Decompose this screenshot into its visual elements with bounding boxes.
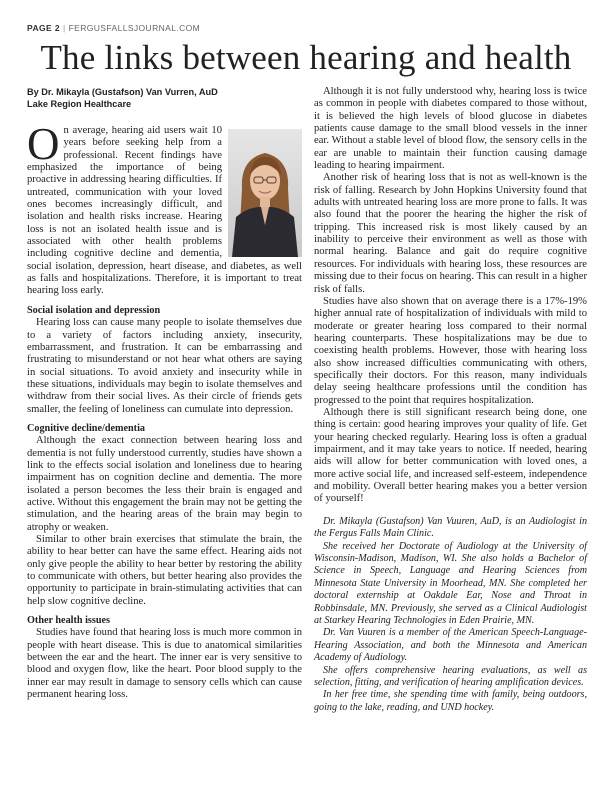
author-photo bbox=[228, 129, 302, 257]
bio-paragraph-5: In her free time, she spending time with family, being outdoors, going to the lake, reading, and UND hockey. bbox=[314, 689, 587, 713]
author-bio bbox=[314, 516, 587, 715]
author-portrait-image bbox=[228, 129, 302, 257]
bio-paragraph-1: Dr. Mikayla (Gustafson) Van Vuuren, AuD, is an Audiologist in the Fergus Falls Main Clinic. bbox=[314, 515, 587, 540]
paragraph-other-1: Studies have found that hearing loss is much more common in people with heart disease. This is due to anatomical similarities between the ear and the heart. The inner ear is very sensitive to blood and oxygen flow, like the heart. Poor blood supply to the inner ear may result in damage to sensory cells which can cause permanent hearing loss. bbox=[27, 627, 302, 701]
paragraph-diabetes: Although it is not fully understood why, hearing loss is twice as common in people with diabetes compared to those without, it is believed the high levels of blood glucose in diabetes patients cause damage to the small blood vessels in the inner ear. Without a stable level of blood flow, the sensory cells in the ear are unable to maintain their function causing damage leading to hearing impairment. bbox=[314, 86, 587, 172]
intro-text: n average, hearing aid users wait 10 years before seeking help from a professional. Recent findings have emphasized the importance of being proactive in addressing hearing difficulties. If untreated, communication with your loved ones becomes increasingly difficult, and isolation and health risks increase. Hearing loss is not an isolated health issue and is associated with other health problems including cognitive decline and dementia, social isolation, depression, heart disease, and diabetes, as well as falls and hospitalizations. Therefore, it is important to treat hearing loss early. bbox=[27, 125, 302, 297]
paragraph-hospitalization: Studies have also shown that on average there is a 17%-19% higher annual rate of hospitalization of individuals with mild to moderate or greater hearing loss compared to their normal hearing counterparts. These hospitalizations may be due to coexisting health problems. However, those with hearing loss also show increased difficulties communicating with others, specifically their doctors. For this reason, many individuals delay seeing healthcare professions until the condition has progressed to the point that requires hospitalization. bbox=[314, 295, 587, 406]
paragraph-cognitive-2: Similar to other brain exercises that stimulate the brain, the ability to hear better can have the same effect. Hearing aids not only give people the ability to hear better by restoring the ability to communicate with others, but better hearing also provides the opportunity to participate in brain-stimulating activities that can help slow cognitive decline. bbox=[27, 534, 302, 607]
right-column bbox=[314, 86, 587, 714]
byline-organization: Lake Region Healthcare bbox=[27, 99, 132, 109]
paragraph-cognitive-1: Although the exact connection between hearing loss and dementia is not fully understood currently, studies have shown a link to the effects social isolation and loneliness due to hearing impairment has on cognition decline and dementia. The more isolated a person becomes the less their brain is engaged and active. Without this engagement the brain may not be getting the stimulation, and the hearing areas of the brain may begin to atrophy or weaken. bbox=[27, 435, 302, 533]
section-heading-cognitive: Cognitive decline/dementia bbox=[27, 422, 145, 434]
page-header bbox=[27, 23, 200, 33]
bio-paragraph-4: She offers comprehensive hearing evaluations, as well as selection, fitting, and verification of hearing amplification devices. bbox=[314, 664, 587, 688]
section-heading-social: Social isolation and depression bbox=[27, 304, 161, 316]
left-column bbox=[27, 119, 302, 701]
byline-author: By Dr. Mikayla (Gustafson) Van Vurren, AuD bbox=[27, 87, 218, 97]
site-name: FERGUSFALLSJOURNAL.COM bbox=[68, 23, 201, 33]
byline bbox=[27, 86, 218, 110]
article-title: The links between hearing and health bbox=[40, 38, 572, 77]
paragraph-social-1: Hearing loss can cause many people to isolate themselves due to a variety of factors including anxiety, insecurity, embarrassment, and frustration. It can be embarrassing and frustrating to misunderstand or not hear what others are saying in social situations. To avoid anxiety and insecurity while in these situations, individuals may begin to isolate themselves and withdraw from their social lives. As their circle of friends gets smaller, the feeling of loneliness can cumulate into depression. bbox=[27, 317, 302, 415]
section-heading-other: Other health issues bbox=[27, 615, 111, 627]
paragraph-falls: Another risk of hearing loss that is not as well-known is the risk of falling. Research by John Hopkins University found that adults with untreated hearing loss are more prone to falls. It was also found that the poorer the hearing the higher the risk of tripping. This increased risk is most likely caused by an inability to perceive their environment as well as those with normal hearing. Balance and gait do require cognitive resources. For individuals with hearing loss, these resources are missing due to their focus on hearing. This can result in a higher risk of falls. bbox=[314, 172, 587, 295]
page-number: PAGE 2 bbox=[27, 23, 60, 33]
drop-cap: O bbox=[27, 119, 60, 169]
paragraph-conclusion: Although there is still significant research being done, one thing is certain: good hearing improves your quality of life. Get your hearing checked regularly. Hearing loss is often a gradual impairment, and it may take years to notice. If needed, hearing aids will allow for better communication with loved ones, a more active social life, and increased self-esteem, independence and mobility. Overall better hearing makes you a better version of yourself! bbox=[314, 406, 587, 505]
header-separator: | bbox=[62, 23, 66, 33]
bio-paragraph-3: Dr. Van Vuuren is a member of the American Speech-Language-Hearing Association, and both the Minnesota and American Academy of Audiology. bbox=[314, 627, 587, 664]
bio-paragraph-2: She received her Doctorate of Audiology at the University of Wisconsin-Madison, Madison, WI. She also holds a Bachelor of Science in Speech, Language and Hearing Sciences from Minnesota State University in Moorhead, MN. She completed her doctoral externship at Oakdale Ear, Nose and Throat in Robbinsdale, MN. Previously, she served as a Clinical Audiologist at Starkey Hearing Technologies in Eden Prairie, MN. bbox=[314, 540, 587, 626]
intro-paragraph bbox=[27, 119, 302, 298]
